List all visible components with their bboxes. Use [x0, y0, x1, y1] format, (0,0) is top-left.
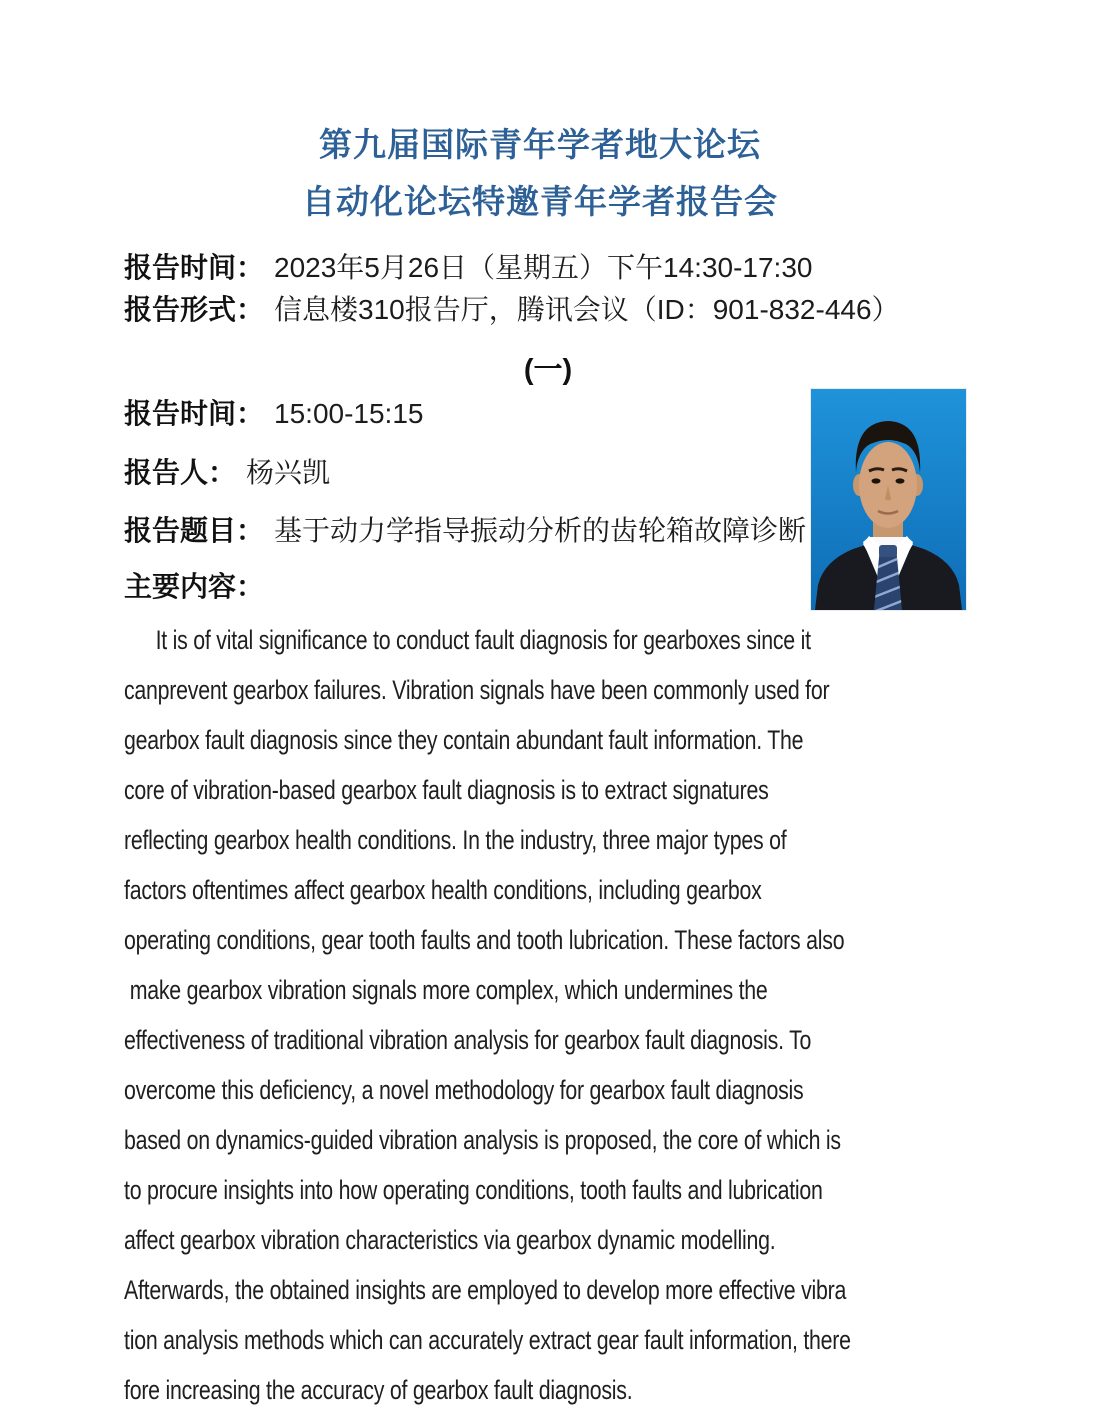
speaker-row: [124, 459, 330, 487]
meta-format-value: 信息楼310报告厅，腾讯会议（ID：901-832-446）: [274, 294, 900, 325]
meta-block: [124, 247, 900, 331]
session-time-row: [124, 400, 423, 428]
doc-title-line2: 自动化论坛特邀青年学者报告会: [302, 183, 778, 220]
topic-value: 基于动力学指导振动分析的齿轮箱故障诊断: [274, 515, 807, 546]
session-time-value: 15:00-15:15: [274, 398, 424, 429]
abstract-line: core of vibration-based gearbox fault diagnosis is to extract signatures: [124, 775, 769, 805]
speaker-name: 杨兴凯: [246, 457, 331, 488]
abstract-line: tion analysis methods which can accurately extract gear fault information, there: [124, 1325, 851, 1355]
abstract-line: affect gearbox vibration characteristics via gearbox dynamic modelling.: [124, 1225, 776, 1255]
abstract-line: It is of vital significance to conduct fault diagnosis for gearboxes since it: [155, 625, 811, 655]
abstract-line: overcome this deficiency, a novel methodology for gearbox fault diagnosis: [124, 1075, 804, 1105]
speaker-photo: [811, 389, 966, 610]
session-number: (一): [523, 354, 573, 386]
doc-title-line1: 第九届国际青年学者地大论坛: [319, 126, 761, 163]
topic-row: [124, 517, 806, 545]
abstract-line: effectiveness of traditional vibration analysis for gearbox fault diagnosis. To: [124, 1025, 812, 1055]
abstract-line: canprevent gearbox failures. Vibration signals have been commonly used for: [124, 675, 830, 705]
content-heading-row: [124, 573, 264, 601]
abstract-line: Afterwards, the obtained insights are employed to develop more effective vibra: [124, 1275, 847, 1305]
meta-report-format: [124, 289, 900, 331]
abstract-line: operating conditions, gear tooth faults and tooth lubrication. These factors also: [124, 925, 845, 955]
meta-time-label: 报告时间：: [124, 252, 265, 283]
abstract-line: reflecting gearbox health conditions. In the industry, three major types of: [124, 825, 787, 855]
content-heading-label: 主要内容：: [124, 571, 265, 602]
abstract-paragraph: [124, 615, 984, 1411]
abstract-line: gearbox fault diagnosis since they contain abundant fault information. The: [124, 725, 804, 755]
meta-time-value: 2023年5月26日（星期五）下午14:30-17:30: [274, 252, 813, 283]
abstract-line: make gearbox vibration signals more complex, which undermines the: [124, 975, 768, 1005]
abstract-line: fore increasing the accuracy of gearbox fault diagnosis.: [124, 1375, 633, 1405]
meta-report-time: [124, 247, 900, 289]
abstract-line: factors oftentimes affect gearbox health conditions, including gearbox: [124, 875, 762, 905]
abstract-line: to procure insights into how operating conditions, tooth faults and lubrication: [124, 1175, 823, 1205]
speaker-label: 报告人：: [124, 457, 237, 488]
topic-label: 报告题目：: [124, 515, 265, 546]
doc-title: [0, 116, 1080, 230]
meta-format-label: 报告形式：: [124, 294, 265, 325]
session-time-label: 报告时间：: [124, 398, 265, 429]
speaker-portrait-graphic: [811, 389, 966, 610]
abstract-line: based on dynamics-guided vibration analysis is proposed, the core of which is: [124, 1125, 841, 1155]
